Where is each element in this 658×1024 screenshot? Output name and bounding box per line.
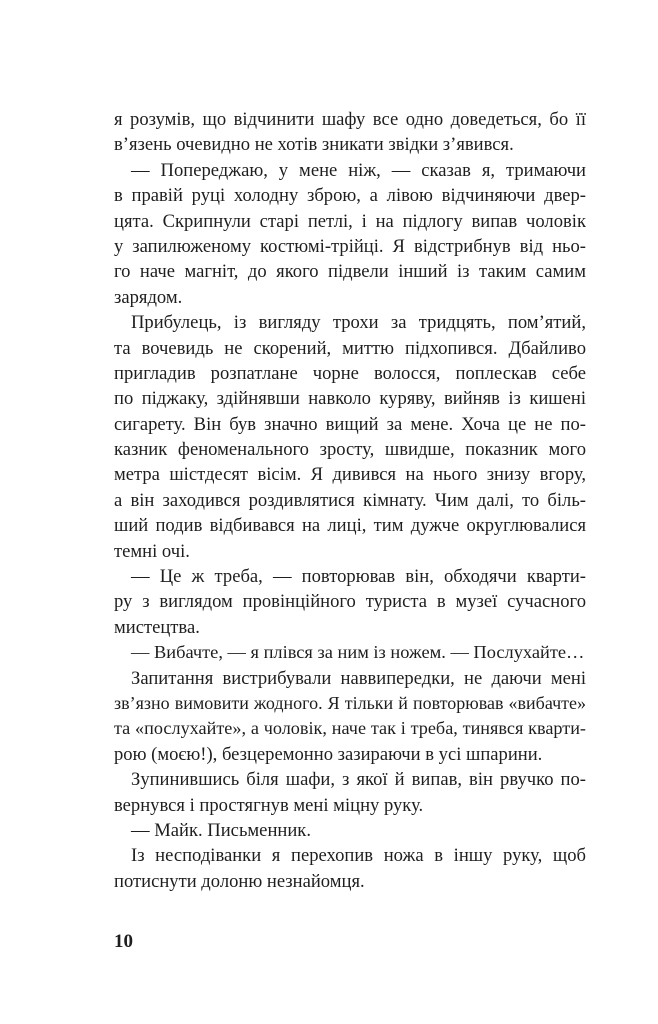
- text-line: пригладив розпатлане чорне волосся, поплескав себе: [114, 362, 586, 384]
- text-line: зв’язно вимовити жодного. Я тільки й повторював «вибачте»: [114, 692, 586, 713]
- text-line: метра шістдесят вісім. Я дивився на нього знизу вгору,: [114, 464, 586, 486]
- text-line: зарядом.: [114, 286, 183, 308]
- text-line: ру з виглядом провінційного туриста в музеї сучасного: [114, 591, 586, 613]
- text-line: — Це ж треба, — повторював він, обходячи кварти-: [131, 566, 586, 588]
- text-line: потиснути долоню незнайомця.: [114, 870, 365, 892]
- text-line: — Вибачте, — я плівся за ним із ножем. — Послухайте…: [131, 642, 585, 663]
- text-line: рою (моєю!), безцеремонно зазираючи в усі шпарини.: [114, 743, 543, 765]
- text-line: — Попереджаю, у мене ніж, — сказав я, тримаючи: [131, 159, 586, 181]
- text-line: у запилюженому костюмі-трійці. Я відстрибнув від ньо-: [114, 235, 586, 257]
- text-line: в правій руці холодну зброю, а лівою відчиняючи двер-: [114, 185, 586, 207]
- text-line: темні очі.: [114, 540, 190, 562]
- text-line: в’язень очевидно не хотів зникати звідки з’явився.: [114, 134, 514, 156]
- text-line: сигарету. Він був значно вищий за мене. Хоча це не по-: [114, 413, 586, 435]
- text-line: по піджаку, здійнявши навколо куряву, вийняв із кишені: [114, 388, 586, 410]
- book-page-text: [114, 107, 586, 894]
- text-line: Зупинившись біля шафи, з якої й випав, він рвучко по-: [131, 769, 586, 791]
- text-line: ший подив відбивався на лиці, тим дужче округлювалися: [114, 515, 586, 537]
- text-line: го наче магніт, до якого підвели інший із таким самим: [114, 261, 586, 283]
- text-line: та вочевидь не скорений, миттю підхопився. Дбайливо: [114, 337, 586, 359]
- text-line: а він заходився роздивлятися кімнату. Чим далі, то біль-: [114, 489, 586, 511]
- text-line: казник феноменального зросту, швидше, показник мого: [114, 439, 586, 461]
- text-line: вернувся і простягнув мені міцну руку.: [114, 794, 424, 816]
- text-line: та «послухайте», а чоловік, наче так і треба, тинявся кварти-: [114, 718, 586, 739]
- page-number: 10: [114, 931, 133, 952]
- text-line: цята. Скрипнули старі петлі, і на підлогу випав чоловік: [114, 210, 586, 232]
- text-line: Прибулець, із вигляду трохи за тридцять, пом’ятий,: [131, 312, 586, 334]
- text-line: мистецтва.: [114, 616, 200, 638]
- text-line: Із несподіванки я перехопив ножа в іншу руку, щоб: [131, 845, 586, 867]
- text-line: — Майк. Письменник.: [131, 819, 311, 841]
- text-line: Запитання вистрибували наввипередки, не даючи мені: [131, 667, 586, 689]
- text-line: я розумів, що відчинити шафу все одно доведеться, бо її: [114, 109, 586, 130]
